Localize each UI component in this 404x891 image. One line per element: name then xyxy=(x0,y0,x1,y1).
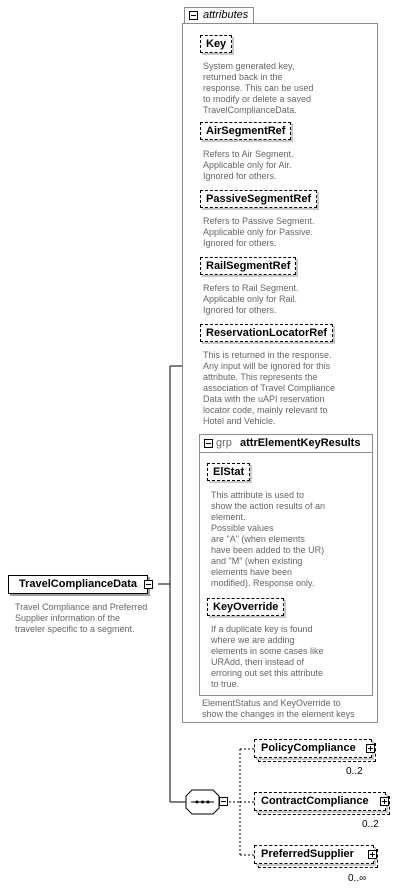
contract-compliance-label: ContractCompliance xyxy=(261,795,369,807)
attributes-header xyxy=(184,7,254,23)
expand-icon[interactable] xyxy=(380,797,389,806)
group-name[interactable]: attrElementKeyResults xyxy=(240,437,361,449)
attribute-rail-segment-ref[interactable]: RailSegmentRef xyxy=(200,257,296,275)
attribute-key[interactable]: Key xyxy=(200,35,232,53)
attribute-el-stat-description: This attribute is used to show the action results of an element. Possible values are "A" (when elements have been added to the UR) and "M" (when existing elements have been modified). Response only. xyxy=(211,490,326,588)
collapse-icon[interactable] xyxy=(204,439,213,448)
attribute-reservation-locator-ref-description: This is returned in the response. Any input will be ignored for this attribute. This represents the association of Travel Compliance Data with the uAPI reservation locator code, mainly relevant to Hotel and Vehicle. xyxy=(203,350,336,426)
attribute-rail-segment-ref-description: Refers to Rail Segment. Applicable only for Rail. Ignored for others. xyxy=(203,283,299,315)
attribute-reservation-locator-ref[interactable]: ReservationLocatorRef xyxy=(200,324,333,342)
preferred-supplier-element[interactable] xyxy=(254,845,374,864)
attribute-key-description: System generated key, returned back in the response. This can be used to modify or delete a saved TravelComplianceData. xyxy=(203,61,314,115)
policy-compliance-element[interactable] xyxy=(254,739,372,758)
attribute-group-description: ElementStatus and KeyOverride to show the changes in the element keys xyxy=(202,698,355,719)
preferred-supplier-cardinality: 0..∞ xyxy=(348,873,367,884)
attribute-key-override[interactable]: KeyOverride xyxy=(207,598,284,616)
attribute-passive-segment-ref[interactable]: PassiveSegmentRef xyxy=(200,190,317,208)
policy-compliance-label: PolicyCompliance xyxy=(261,742,356,754)
policy-compliance-cardinality: 0..2 xyxy=(346,766,363,777)
collapse-icon[interactable] xyxy=(189,11,198,20)
attribute-air-segment-ref[interactable]: AirSegmentRef xyxy=(200,122,291,140)
sequence-collapse-icon[interactable] xyxy=(219,797,228,806)
main-element-label: TravelComplianceData xyxy=(19,578,137,590)
attribute-group-header xyxy=(200,435,372,453)
contract-compliance-cardinality: 0..2 xyxy=(362,819,379,830)
contract-compliance-element[interactable] xyxy=(254,792,386,811)
attribute-air-segment-ref-description: Refers to Air Segment. Applicable only for Air. Ignored for others. xyxy=(203,149,294,181)
expand-icon[interactable] xyxy=(368,850,377,859)
attributes-header-label: attributes xyxy=(203,9,249,21)
main-element-description: Travel Compliance and Preferred Supplier information of the traveler specific to a segment. xyxy=(15,602,148,634)
expand-icon[interactable] xyxy=(366,744,375,753)
group-keyword: grp xyxy=(216,437,232,449)
travel-compliance-data-element[interactable] xyxy=(8,575,148,594)
attribute-key-override-description: If a duplicate key is found where we are adding elements in some cases like URAdd, then instead of erroring out set this attribute to true. xyxy=(211,624,324,689)
preferred-supplier-label: PreferredSupplier xyxy=(261,848,354,860)
attribute-passive-segment-ref-description: Refers to Passive Segment. Applicable only for Passive. Ignored for others. xyxy=(203,216,315,248)
attribute-el-stat[interactable]: ElStat xyxy=(207,463,250,481)
collapse-icon[interactable] xyxy=(144,580,153,589)
